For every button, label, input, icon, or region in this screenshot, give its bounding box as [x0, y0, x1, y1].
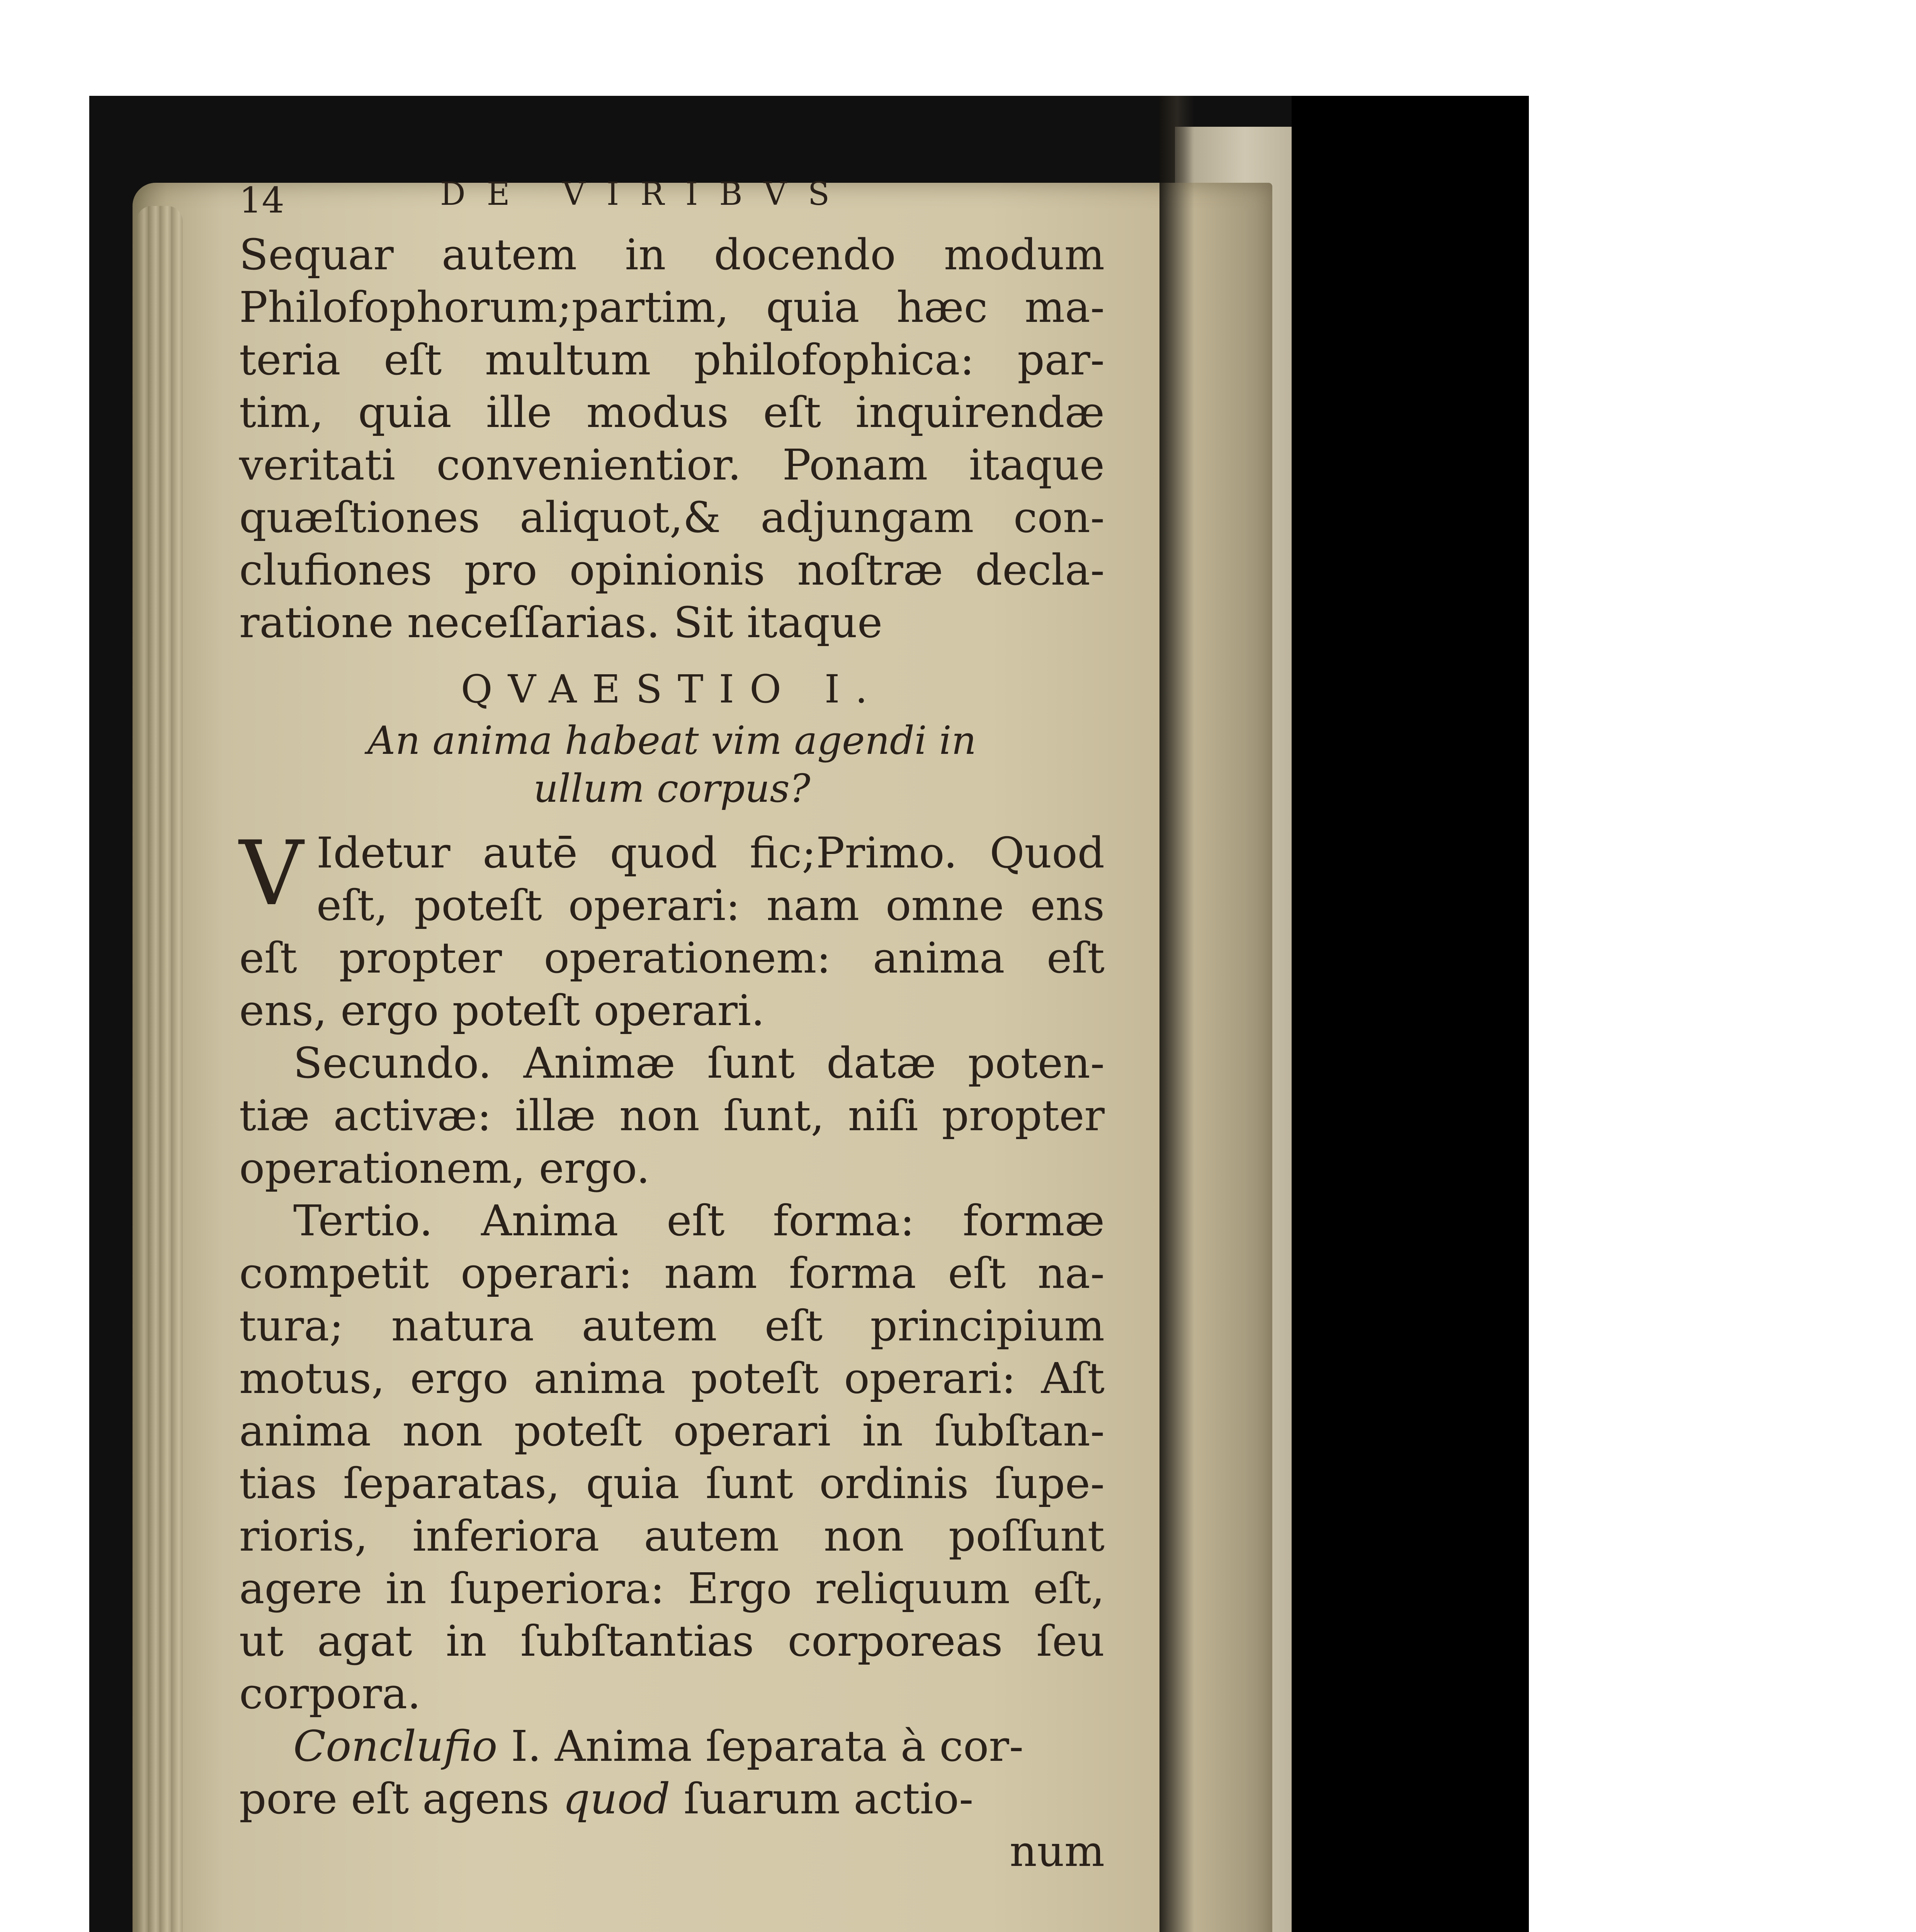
running-title: DE VIRIBVS [440, 176, 851, 213]
text-line: ratione neceſſarias. Sit itaque [239, 598, 883, 647]
text-line: tim, quia ille modus eſt inquirendæ [239, 388, 1105, 437]
text-line: ut agat in ſubſtantias corporeas ſeu [239, 1616, 1105, 1666]
text-line: tias ſeparatas, quia ſunt ordinis ſupe- [239, 1459, 1105, 1508]
text-line: clufiones pro opinionis noſtræ decla- [239, 545, 1105, 595]
catchword: num [1010, 1827, 1105, 1876]
text-line [239, 1720, 1105, 1772]
text-line: tura; natura autem eſt principium [239, 1301, 1105, 1350]
page-number: 14 [239, 180, 285, 221]
text-line: anima non poteſt operari in ſubſtan- [239, 1406, 1105, 1456]
book-gutter [1159, 96, 1194, 1932]
text-line: competit operari: nam forma eſt na- [239, 1248, 1105, 1298]
drop-cap: V [239, 822, 304, 925]
text-line: operationem, ergo. [239, 1143, 650, 1193]
text-line: Secundo. Animæ ſunt datæ poten- [293, 1038, 1105, 1088]
text-line: Sequar autem in docendo modum [239, 230, 1105, 279]
text-line: teria eſt multum philofophica: par- [239, 335, 1105, 384]
text-line: agere in ſuperiora: Ergo reliquum eſt, [239, 1564, 1105, 1613]
text-line: ens, ergo poteſt operari. [239, 986, 765, 1035]
conclusion-text: pore eſt agens [239, 1774, 549, 1823]
text-line: tiæ activæ: illæ non ſunt, niſi propter [239, 1091, 1105, 1140]
question-title: QVAESTIO I. [461, 667, 883, 712]
text-line: Tertio. Anima eſt forma: formæ [293, 1196, 1105, 1245]
text-line: motus, ergo anima poteſt operari: Aſt [239, 1354, 1105, 1403]
text-line: eſt propter operationem: anima eſt [239, 933, 1105, 983]
text-line: veritati convenientior. Ponam itaque [239, 440, 1105, 490]
text-line: quæſtiones aliquot,& adjungam con- [239, 493, 1105, 542]
conclusion-quod: quod [563, 1774, 670, 1823]
text-line: Idetur autē quod fic;Primo. Quod [316, 828, 1105, 878]
conclusion [239, 1720, 1105, 1878]
text-line: rioris, inferiora autem non poſſunt [239, 1511, 1105, 1561]
text-line: Philofophorum;partim, quia hæc ma- [239, 282, 1105, 332]
question-subtitle: An anima habeat vim agendi in [367, 718, 976, 763]
running-head [239, 176, 1105, 228]
question-subtitle: ullum corpus? [533, 766, 811, 811]
conclusion-text: ſuarum actio- [683, 1774, 974, 1823]
paragraph-2 [239, 1037, 1105, 1194]
text-line [239, 1772, 1105, 1825]
paragraph-3 [239, 1194, 1105, 1720]
conclusion-label: Conclufio [293, 1721, 498, 1771]
paragraph-1 [239, 822, 1105, 1037]
conclusion-text: I. Anima ſeparata à cor- [511, 1721, 1023, 1771]
page-fore-edge [136, 206, 183, 1932]
text-line: eſt, poteſt operari: nam omne ens [316, 881, 1105, 930]
text-line: corpora. [239, 1669, 421, 1718]
page-text [239, 176, 1105, 1878]
